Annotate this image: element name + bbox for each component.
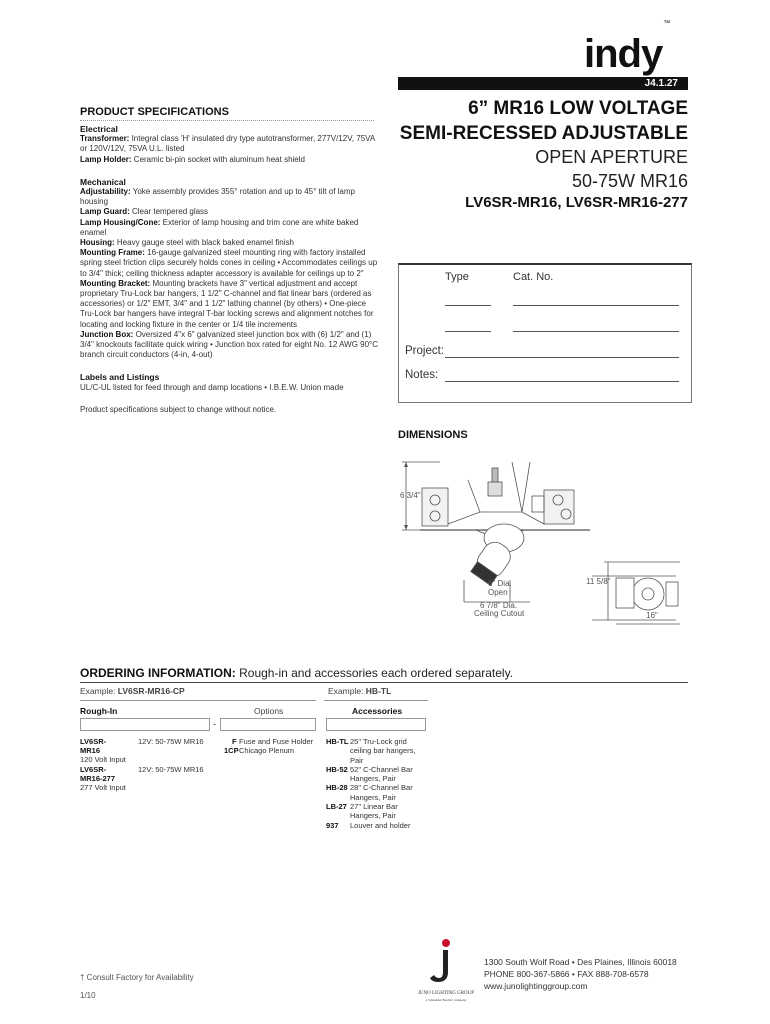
dim-cutout: 6 7/8" Dia.: [480, 601, 518, 610]
accessory-row: HB-28 28" C-Channel Bar Hangers, Pair: [326, 783, 413, 802]
accessory-row: HB-TL 25" Tru-Lock grid ceiling bar hangers, Pair: [326, 737, 416, 765]
ordering-divider: [80, 682, 688, 683]
trademark: ™: [663, 19, 670, 27]
dim-box-height: 11 5/8": [586, 577, 611, 586]
type-field-1[interactable]: [445, 305, 491, 306]
dimensions-heading: DIMENSIONS: [398, 429, 468, 441]
dim-height: 6 3/4": [400, 491, 421, 500]
ordering-heading: ORDERING INFORMATION: Rough-in and accessories each ordered separately.: [80, 666, 514, 680]
electrical-heading: Electrical: [80, 124, 118, 134]
product-subtitle: OPEN APERTURE 50-75W MR16: [535, 147, 688, 191]
rough-in-divider: [80, 700, 316, 701]
spec-labels-listings: UL/C-UL listed for feed through and damp locations • I.B.E.W. Union made: [80, 382, 344, 392]
catno-field-2[interactable]: [513, 331, 679, 332]
page-number: 1/10: [80, 991, 96, 1000]
juno-logo: [416, 938, 476, 1004]
accessories-list: [326, 737, 426, 830]
dim-box-width: 16": [646, 611, 658, 620]
options-input[interactable]: [220, 718, 316, 731]
accessories-divider: [324, 700, 428, 701]
consult-note: † Consult Factory for Availability: [80, 973, 194, 982]
specifications-body: [80, 124, 380, 415]
accessory-row: HB-52 52" C-Channel Bar Hangers, Pair: [326, 764, 413, 784]
example-rough-in: Example: LV6SR-MR16-CP: [80, 686, 185, 696]
model-numbers: LV6SR-MR16, LV6SR-MR16-277: [465, 194, 688, 211]
type-field-2[interactable]: [445, 331, 491, 332]
spec-change-note: Product specifications subject to change without notice.: [80, 404, 277, 414]
catno-field-1[interactable]: [513, 305, 679, 306]
spec-junction-box: Junction Box: Oversized 4"x 6" galvanized steel junction box with (6) 1/2" and (1) 3/4" knockouts facilitate quick wiring • Junction box rated for eight No. 12 AWG 90°C branch circuit conductors (4-in, 4-out): [80, 329, 379, 360]
notes-label: Notes:: [405, 369, 439, 381]
option-row: F Fuse and Fuse Holder: [232, 737, 314, 746]
rough-in-input[interactable]: [80, 718, 210, 731]
spec-lamp-housing-cone: Lamp Housing/Cone: Exterior of lamp housing and trim cone are white baked enamel: [80, 217, 359, 237]
spec-adjustability: Adjustability: Yoke assembly provides 355° rotation and up to 45° tilt of lamp housing: [80, 187, 355, 207]
logo-line-2: a Schneider Electric company: [425, 998, 467, 1002]
options-list: [220, 737, 320, 756]
project-form: [398, 263, 692, 403]
accessory-row: LB-27 27" Linear Bar Hangers, Pair: [326, 802, 398, 821]
rough-in-row: LV6SR- MR16 12V: 50-75W MR16 120 Volt Input: [80, 737, 204, 764]
type-label: Type: [445, 271, 469, 283]
notes-field[interactable]: [445, 381, 679, 382]
options-title: Options: [254, 706, 284, 716]
spec-housing: Housing: Heavy gauge steel with black baked enamel finish: [80, 238, 294, 248]
rough-in-row: LV6SR- MR16-277 12V: 50-75W MR16 277 Volt Input: [80, 765, 204, 792]
catno-label: Cat. No.: [513, 271, 554, 283]
product-title: 6” MR16 LOW VOLTAGE SEMI-RECESSED ADJUSTABLE: [399, 98, 688, 144]
project-field[interactable]: [445, 357, 679, 358]
dim-open-dia: 6" Dia.: [488, 579, 512, 588]
brand-logo: [584, 19, 670, 77]
spec-lamp-guard: Lamp Guard: Clear tempered glass: [80, 207, 209, 217]
spec-mounting-bracket: Mounting Bracket: Mounting brackets have 3" vertical adjustment and accept proprietary Tru-Lock bar hangers, 1 1/2" C-channel and flat linear bars (ordered as accessories) or 1/2" EMT, 3/4" and 1 1/2" lathing channel (by others) • One-piece Tru-Lock bar hangers have integral T-bar locking screws and alignment notches for locating and locking fixture in the center or 1/4 tile increments: [80, 278, 374, 329]
footer-phone: PHONE 800-367-5866 • FAX 888-708-6578: [484, 969, 649, 979]
dimensions-drawing: [380, 452, 690, 632]
project-label: Project:: [405, 345, 444, 357]
spec-transformer: Transformer: Integral class 'H' insulated dry type autotransformer, 277V/12V, 75VA or 120V/12V, 75VA U.L. listed: [80, 134, 375, 154]
logo-line-1: JUNO LIGHTING GROUP: [417, 991, 475, 996]
dim-open: Open: [488, 588, 508, 597]
footer-contact: [484, 956, 677, 992]
accessories-input[interactable]: [326, 718, 426, 731]
example-accessories: Example: HB-TL: [328, 686, 392, 696]
spec-mounting-frame: Mounting Frame: 16-gauge galvanized steel mounting ring with factory installed spring steel friction clips securely holds cones in ceiling • Accommodates ceilings up to 3/4" thick; ceiling thickness adapter accessory is available for ceilings up to 2": [80, 248, 378, 278]
dim-cutout-label: Ceiling Cutout: [474, 609, 525, 618]
document-code: J4.1.27: [398, 77, 688, 90]
accessory-row: 937 Louver and holder: [326, 820, 411, 830]
option-row: 1CP Chicago Plenum: [224, 746, 295, 756]
accessories-title: Accessories: [352, 706, 403, 716]
spec-lamp-holder: Lamp Holder: Ceramic bi-pin socket with aluminum heat shield: [80, 154, 305, 164]
labels-heading: Labels and Listings: [80, 372, 160, 383]
rough-in-list: [80, 737, 220, 793]
footer-website[interactable]: www.junolightinggroup.com: [484, 981, 588, 991]
rough-in-dash: -: [213, 719, 216, 729]
brand-name: indy: [584, 32, 663, 76]
mechanical-heading: Mechanical: [80, 176, 126, 187]
rough-in-title: Rough-In: [80, 706, 118, 716]
specifications-heading: PRODUCT SPECIFICATIONS: [80, 106, 374, 121]
footer-address: 1300 South Wolf Road • Des Plaines, Illinois 60018: [484, 957, 677, 967]
